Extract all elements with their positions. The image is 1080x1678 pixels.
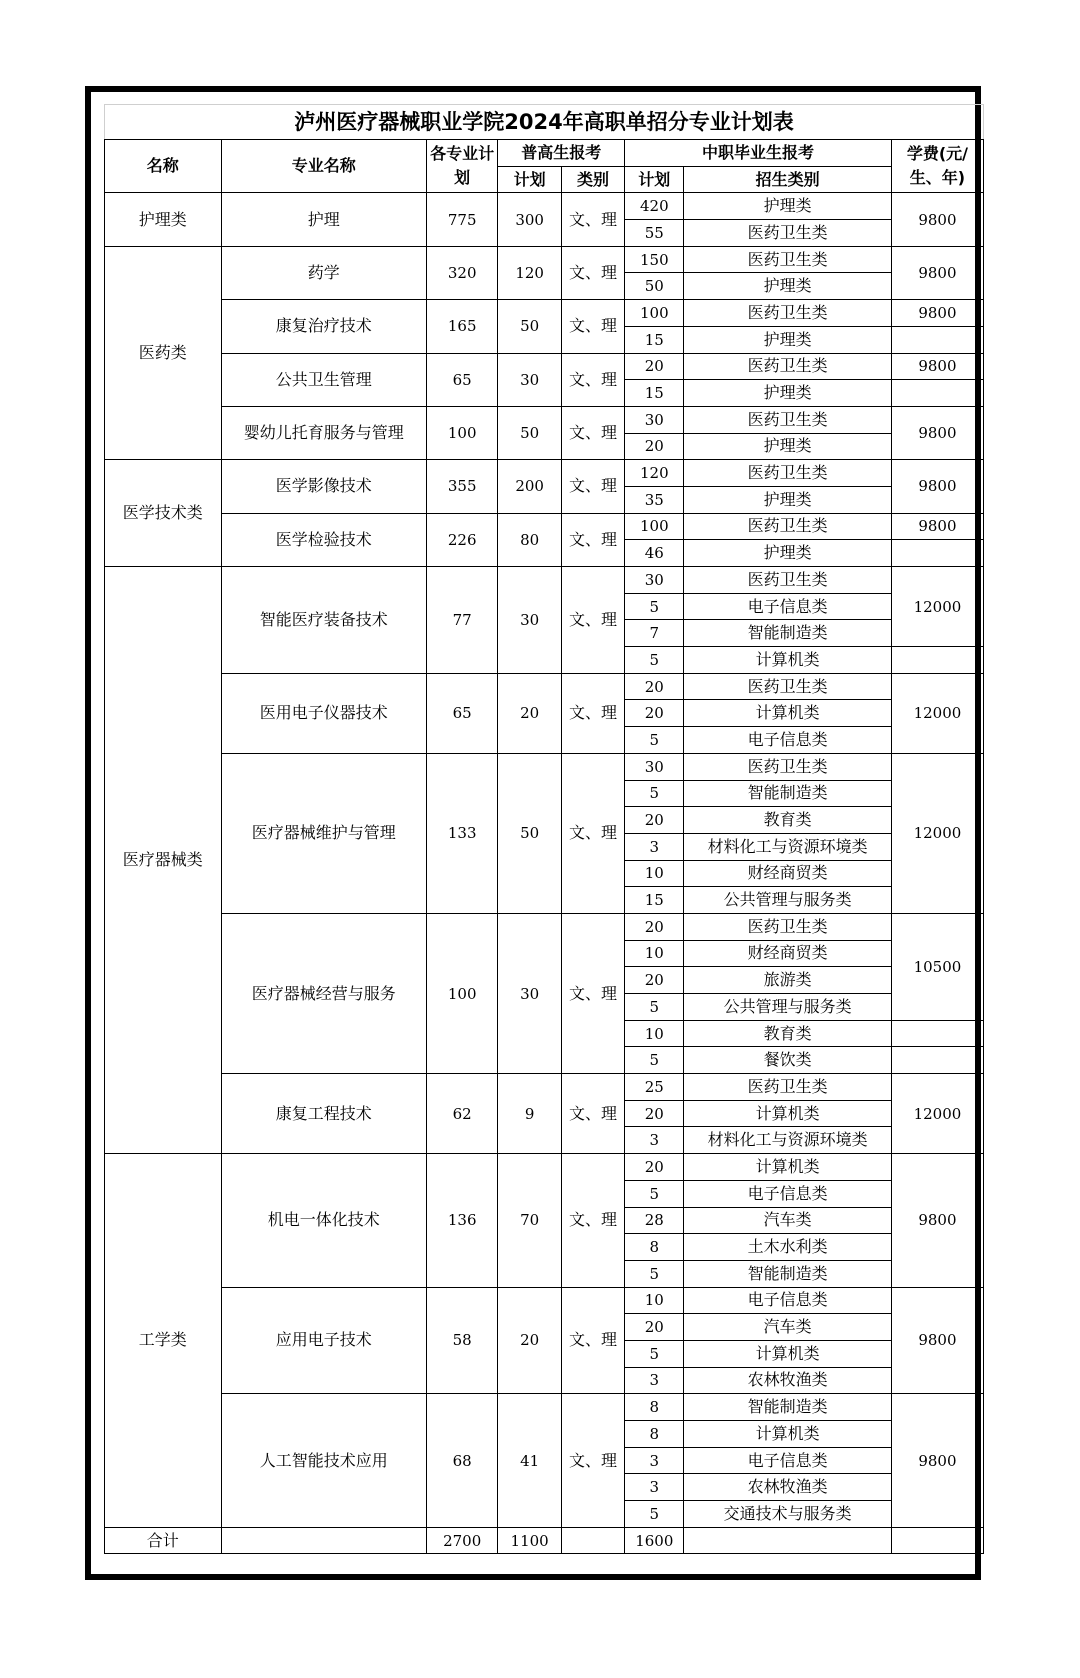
table-row — [105, 1154, 984, 1181]
table-cell: 1100 — [498, 1527, 561, 1554]
table-cell: 护理类 — [684, 540, 891, 567]
table-cell: 20 — [625, 913, 684, 940]
table-cell: 1600 — [625, 1527, 684, 1554]
table-cell: 100 — [426, 406, 498, 459]
table-cell: 文、理 — [561, 246, 624, 299]
table-cell: 3 — [625, 1367, 684, 1394]
table-cell: 20 — [498, 1287, 561, 1394]
table-cell: 20 — [625, 967, 684, 994]
table-row — [105, 567, 984, 594]
table-cell: 5 — [625, 1501, 684, 1528]
table-cell: 计算机类 — [684, 1100, 891, 1127]
table-cell: 5 — [625, 1047, 684, 1074]
table-cell: 智能医疗装备技术 — [221, 567, 426, 674]
table-cell: 文、理 — [561, 1074, 624, 1154]
table-cell: 电子信息类 — [684, 593, 891, 620]
table-cell: 文、理 — [561, 673, 624, 753]
header-total-plan: 各专业计划 — [426, 140, 498, 193]
table-cell: 文、理 — [561, 1154, 624, 1287]
table-cell: 65 — [426, 673, 498, 753]
table-cell: 康复工程技术 — [221, 1074, 426, 1154]
table-cell — [891, 1020, 983, 1047]
table-cell: 70 — [498, 1154, 561, 1287]
table-cell: 300 — [498, 193, 561, 246]
table-cell: 公共管理与服务类 — [684, 887, 891, 914]
table-cell: 交通技术与服务类 — [684, 1501, 891, 1528]
table-cell: 护理类 — [684, 193, 891, 220]
table-cell: 7 — [625, 620, 684, 647]
table-cell: 9800 — [891, 353, 983, 380]
table-cell: 护理类 — [684, 326, 891, 353]
table-cell: 20 — [625, 433, 684, 460]
table-cell: 土木水利类 — [684, 1234, 891, 1261]
table-row — [105, 460, 984, 487]
table-cell: 20 — [625, 673, 684, 700]
table-cell: 68 — [426, 1394, 498, 1527]
table-cell: 医药卫生类 — [684, 1074, 891, 1101]
table-cell: 医药卫生类 — [684, 753, 891, 780]
table-cell: 20 — [625, 1154, 684, 1181]
table-body — [105, 193, 984, 1554]
table-cell: 文、理 — [561, 913, 624, 1073]
table-cell: 10 — [625, 940, 684, 967]
table-row — [105, 1074, 984, 1101]
table-cell: 50 — [498, 753, 561, 913]
table-cell: 775 — [426, 193, 498, 246]
table-row — [105, 406, 984, 433]
table-cell: 12000 — [891, 753, 983, 913]
table-cell: 30 — [498, 567, 561, 674]
table-cell: 5 — [625, 1180, 684, 1207]
table-cell: 20 — [625, 700, 684, 727]
table-cell: 医药卫生类 — [684, 353, 891, 380]
table-cell: 9800 — [891, 1287, 983, 1394]
table-cell: 100 — [625, 300, 684, 327]
table-cell: 8 — [625, 1234, 684, 1261]
table-cell: 财经商贸类 — [684, 860, 891, 887]
table-cell: 医疗器械经营与服务 — [221, 913, 426, 1073]
table-cell: 药学 — [221, 246, 426, 299]
table-cell: 165 — [426, 300, 498, 353]
table-cell: 15 — [625, 326, 684, 353]
table-cell: 15 — [625, 380, 684, 407]
table-cell: 医用电子仪器技术 — [221, 673, 426, 753]
table-cell: 医药卫生类 — [684, 913, 891, 940]
table-cell: 12000 — [891, 673, 983, 753]
table-cell: 医药卫生类 — [684, 673, 891, 700]
table-cell: 汽车类 — [684, 1207, 891, 1234]
table-cell: 136 — [426, 1154, 498, 1287]
table-cell: 226 — [426, 513, 498, 566]
table-cell: 8 — [625, 1421, 684, 1448]
table-cell: 25 — [625, 1074, 684, 1101]
table-cell: 文、理 — [561, 300, 624, 353]
table-cell: 文、理 — [561, 513, 624, 566]
table-cell: 护理类 — [684, 486, 891, 513]
table-cell: 文、理 — [561, 353, 624, 406]
table-cell: 财经商贸类 — [684, 940, 891, 967]
table-cell — [891, 380, 983, 407]
header-tuition: 学费(元/生、年) — [891, 140, 983, 193]
table-cell: 医学影像技术 — [221, 460, 426, 513]
table-cell: 30 — [625, 567, 684, 594]
table-cell: 医药卫生类 — [684, 406, 891, 433]
table-cell: 35 — [625, 486, 684, 513]
table-cell: 医药卫生类 — [684, 513, 891, 540]
table-cell: 30 — [498, 353, 561, 406]
table-cell: 医药类 — [105, 246, 222, 460]
table-cell: 10 — [625, 1020, 684, 1047]
table-cell: 9800 — [891, 300, 983, 327]
table-cell: 教育类 — [684, 807, 891, 834]
table-cell: 文、理 — [561, 567, 624, 674]
table-cell: 护理 — [221, 193, 426, 246]
table-cell: 电子信息类 — [684, 1180, 891, 1207]
table-cell: 智能制造类 — [684, 780, 891, 807]
table-cell: 智能制造类 — [684, 620, 891, 647]
table-cell: 150 — [625, 246, 684, 273]
header-general-type: 类别 — [561, 166, 624, 193]
table-cell: 2700 — [426, 1527, 498, 1554]
table-cell: 5 — [625, 1260, 684, 1287]
table-cell: 3 — [625, 1447, 684, 1474]
header-major: 专业名称 — [221, 140, 426, 193]
table-cell: 餐饮类 — [684, 1047, 891, 1074]
plan-table-container — [104, 104, 984, 1554]
table-row — [105, 300, 984, 327]
header-category: 名称 — [105, 140, 222, 193]
table-cell — [891, 326, 983, 353]
table-cell — [891, 647, 983, 674]
table-cell: 100 — [625, 513, 684, 540]
table-cell: 工学类 — [105, 1154, 222, 1528]
table-cell: 10 — [625, 860, 684, 887]
table-cell: 电子信息类 — [684, 1287, 891, 1314]
table-cell: 58 — [426, 1287, 498, 1394]
table-cell: 30 — [625, 406, 684, 433]
table-cell: 计算机类 — [684, 647, 891, 674]
table-cell: 30 — [625, 753, 684, 780]
table-cell: 5 — [625, 1340, 684, 1367]
table-cell: 9 — [498, 1074, 561, 1154]
table-cell: 婴幼儿托育服务与管理 — [221, 406, 426, 459]
table-cell: 文、理 — [561, 1287, 624, 1394]
table-cell: 教育类 — [684, 1020, 891, 1047]
table-cell: 320 — [426, 246, 498, 299]
table-cell: 20 — [625, 807, 684, 834]
table-cell: 3 — [625, 833, 684, 860]
table-cell: 电子信息类 — [684, 1447, 891, 1474]
table-row — [105, 353, 984, 380]
table-cell: 5 — [625, 994, 684, 1021]
table-cell: 材料化工与资源环境类 — [684, 833, 891, 860]
table-cell: 5 — [625, 780, 684, 807]
table-cell — [684, 1527, 891, 1554]
table-cell: 20 — [625, 1100, 684, 1127]
table-cell: 护理类 — [684, 273, 891, 300]
table-cell: 医学检验技术 — [221, 513, 426, 566]
table-cell: 3 — [625, 1474, 684, 1501]
table-cell: 护理类 — [105, 193, 222, 246]
table-cell: 30 — [498, 913, 561, 1073]
table-cell: 62 — [426, 1074, 498, 1154]
table-cell: 医学技术类 — [105, 460, 222, 567]
table-cell: 50 — [498, 406, 561, 459]
table-cell: 55 — [625, 220, 684, 247]
table-cell: 120 — [498, 246, 561, 299]
table-cell: 15 — [625, 887, 684, 914]
table-cell: 100 — [426, 913, 498, 1073]
table-cell: 10500 — [891, 913, 983, 1020]
table-row — [105, 753, 984, 780]
table-cell: 公共管理与服务类 — [684, 994, 891, 1021]
table-cell: 9800 — [891, 1394, 983, 1527]
table-cell: 420 — [625, 193, 684, 220]
table-cell: 农林牧渔类 — [684, 1474, 891, 1501]
table-cell: 120 — [625, 460, 684, 487]
table-cell: 20 — [625, 353, 684, 380]
table-cell: 计算机类 — [684, 700, 891, 727]
table-cell: 智能制造类 — [684, 1260, 891, 1287]
table-cell: 20 — [498, 673, 561, 753]
table-cell: 20 — [625, 1314, 684, 1341]
table-cell: 12000 — [891, 567, 983, 647]
table-cell: 机电一体化技术 — [221, 1154, 426, 1287]
table-cell: 农林牧渔类 — [684, 1367, 891, 1394]
header-vocational-plan: 计划 — [625, 166, 684, 193]
header-vocational-type: 招生类别 — [684, 166, 891, 193]
table-cell: 医疗器械类 — [105, 567, 222, 1154]
table-row — [105, 913, 984, 940]
table-cell: 8 — [625, 1394, 684, 1421]
table-cell: 智能制造类 — [684, 1394, 891, 1421]
table-cell: 50 — [625, 273, 684, 300]
table-cell: 康复治疗技术 — [221, 300, 426, 353]
table-cell: 355 — [426, 460, 498, 513]
table-cell: 9800 — [891, 460, 983, 513]
table-cell: 应用电子技术 — [221, 1287, 426, 1394]
table-cell — [561, 1527, 624, 1554]
table-cell: 文、理 — [561, 1394, 624, 1527]
table-cell: 电子信息类 — [684, 727, 891, 754]
table-cell: 77 — [426, 567, 498, 674]
table-cell: 文、理 — [561, 193, 624, 246]
table-cell: 5 — [625, 593, 684, 620]
table-cell: 文、理 — [561, 460, 624, 513]
table-cell: 人工智能技术应用 — [221, 1394, 426, 1527]
table-cell: 医药卫生类 — [684, 220, 891, 247]
table-cell: 50 — [498, 300, 561, 353]
table-row — [105, 193, 984, 220]
table-cell: 计算机类 — [684, 1340, 891, 1367]
table-cell: 护理类 — [684, 433, 891, 460]
table-cell: 80 — [498, 513, 561, 566]
table-cell: 9800 — [891, 513, 983, 540]
table-cell: 医药卫生类 — [684, 246, 891, 273]
table-cell — [221, 1527, 426, 1554]
table-cell: 41 — [498, 1394, 561, 1527]
table-row — [105, 1527, 984, 1554]
header-general-group: 普高生报考 — [498, 140, 625, 167]
table-cell: 文、理 — [561, 406, 624, 459]
table-row — [105, 673, 984, 700]
table-row — [105, 513, 984, 540]
table-cell: 汽车类 — [684, 1314, 891, 1341]
table-cell: 计算机类 — [684, 1154, 891, 1181]
table-cell: 材料化工与资源环境类 — [684, 1127, 891, 1154]
table-cell: 医疗器械维护与管理 — [221, 753, 426, 913]
table-row — [105, 1287, 984, 1314]
plan-table — [104, 104, 984, 1554]
table-cell — [891, 1527, 983, 1554]
table-cell: 9800 — [891, 1154, 983, 1287]
table-cell: 12000 — [891, 1074, 983, 1154]
table-cell: 28 — [625, 1207, 684, 1234]
header-general-plan: 计划 — [498, 166, 561, 193]
table-cell: 9800 — [891, 406, 983, 459]
table-cell: 公共卫生管理 — [221, 353, 426, 406]
table-cell: 9800 — [891, 193, 983, 246]
table-cell: 医药卫生类 — [684, 460, 891, 487]
table-cell: 护理类 — [684, 380, 891, 407]
table-cell: 3 — [625, 1127, 684, 1154]
table-cell: 5 — [625, 727, 684, 754]
table-cell: 9800 — [891, 246, 983, 299]
page-title: 泸州医疗器械职业学院2024年高职单招分专业计划表 — [105, 105, 984, 140]
table-cell — [891, 1047, 983, 1074]
table-cell: 合计 — [105, 1527, 222, 1554]
table-cell: 旅游类 — [684, 967, 891, 994]
table-cell: 医药卫生类 — [684, 567, 891, 594]
table-row — [105, 246, 984, 273]
table-cell: 5 — [625, 647, 684, 674]
table-cell: 医药卫生类 — [684, 300, 891, 327]
table-cell: 46 — [625, 540, 684, 567]
table-row — [105, 1394, 984, 1421]
table-cell: 10 — [625, 1287, 684, 1314]
table-cell: 计算机类 — [684, 1421, 891, 1448]
table-cell — [891, 540, 983, 567]
table-cell: 文、理 — [561, 753, 624, 913]
table-cell: 65 — [426, 353, 498, 406]
table-cell: 133 — [426, 753, 498, 913]
table-cell: 200 — [498, 460, 561, 513]
header-vocational-group: 中职毕业生报考 — [625, 140, 892, 167]
